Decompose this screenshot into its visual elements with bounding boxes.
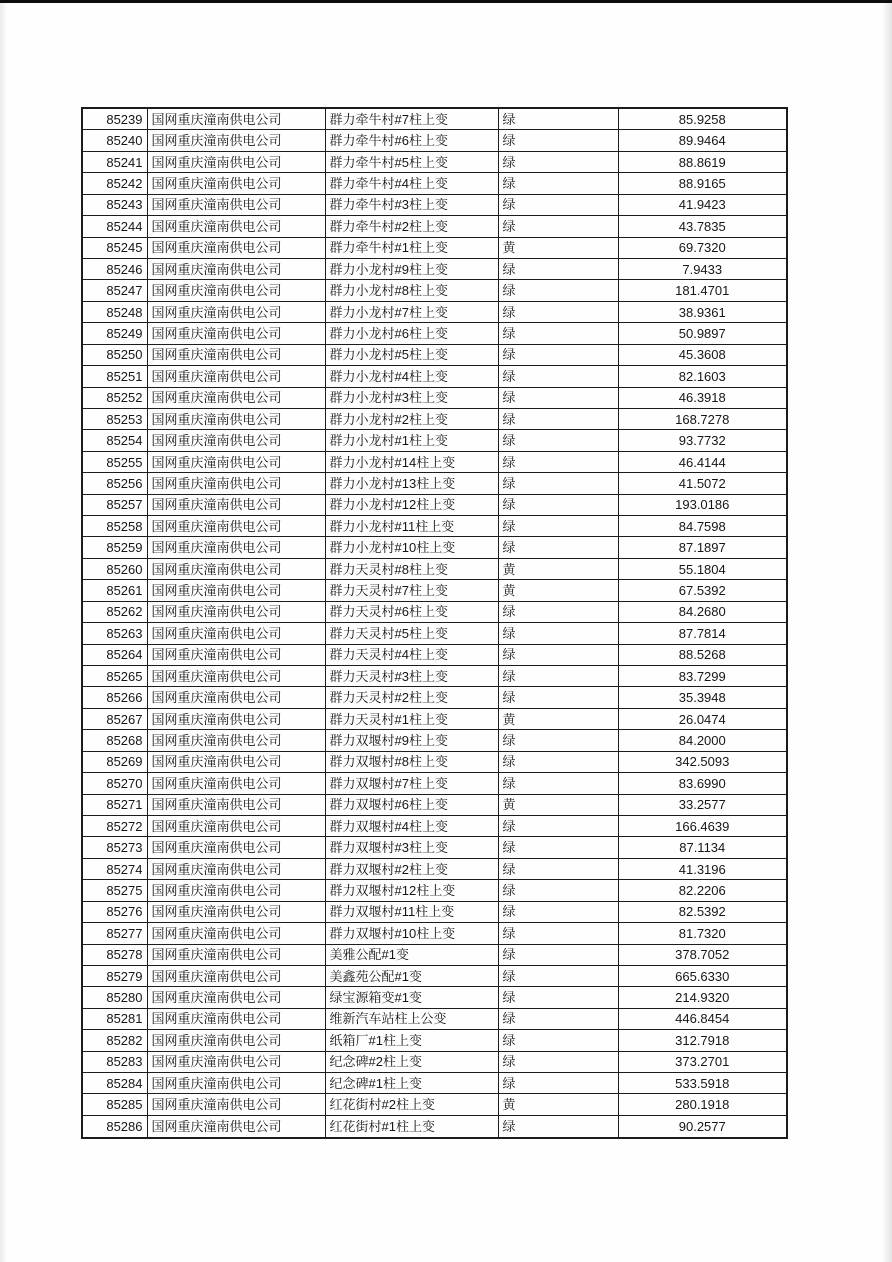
cell-company: 国网重庆潼南供电公司 <box>147 323 325 344</box>
cell-status: 绿 <box>498 751 618 772</box>
cell-record-id: 85265 <box>82 666 147 687</box>
table-row <box>82 451 787 472</box>
cell-company: 国网重庆潼南供电公司 <box>147 344 325 365</box>
cell-company: 国网重庆潼南供电公司 <box>147 751 325 772</box>
cell-company: 国网重庆潼南供电公司 <box>147 130 325 151</box>
data-table <box>81 107 788 1139</box>
cell-value: 45.3608 <box>618 344 787 365</box>
table-row <box>82 130 787 151</box>
cell-record-id: 85273 <box>82 837 147 858</box>
cell-value: 181.4701 <box>618 280 787 301</box>
cell-station-name: 绿宝源箱变#1变 <box>325 987 498 1008</box>
cell-company: 国网重庆潼南供电公司 <box>147 1030 325 1051</box>
table-row <box>82 280 787 301</box>
cell-record-id: 85278 <box>82 944 147 965</box>
cell-status: 绿 <box>498 815 618 836</box>
cell-company: 国网重庆潼南供电公司 <box>147 1115 325 1138</box>
cell-company: 国网重庆潼南供电公司 <box>147 794 325 815</box>
cell-station-name: 群力双堰村#7柱上变 <box>325 773 498 794</box>
cell-value: 82.1603 <box>618 366 787 387</box>
cell-record-id: 85262 <box>82 601 147 622</box>
cell-status: 绿 <box>498 173 618 194</box>
cell-company: 国网重庆潼南供电公司 <box>147 1008 325 1029</box>
cell-value: 533.5918 <box>618 1073 787 1094</box>
cell-station-name: 群力牵牛村#1柱上变 <box>325 237 498 258</box>
cell-value: 378.7052 <box>618 944 787 965</box>
cell-value: 312.7918 <box>618 1030 787 1051</box>
cell-status: 绿 <box>498 344 618 365</box>
cell-value: 46.4144 <box>618 451 787 472</box>
cell-value: 280.1918 <box>618 1094 787 1115</box>
table-row <box>82 1073 787 1094</box>
page-top-edge <box>0 0 892 3</box>
cell-record-id: 85286 <box>82 1115 147 1138</box>
cell-value: 84.2680 <box>618 601 787 622</box>
table-row <box>82 580 787 601</box>
cell-station-name: 群力小龙村#3柱上变 <box>325 387 498 408</box>
cell-status: 绿 <box>498 259 618 280</box>
table-row <box>82 537 787 558</box>
cell-status: 绿 <box>498 1073 618 1094</box>
cell-record-id: 85276 <box>82 901 147 922</box>
cell-record-id: 85253 <box>82 408 147 429</box>
cell-record-id: 85241 <box>82 151 147 172</box>
cell-record-id: 85242 <box>82 173 147 194</box>
cell-station-name: 群力牵牛村#6柱上变 <box>325 130 498 151</box>
cell-record-id: 85256 <box>82 473 147 494</box>
cell-value: 84.7598 <box>618 516 787 537</box>
cell-value: 342.5093 <box>618 751 787 772</box>
cell-company: 国网重庆潼南供电公司 <box>147 837 325 858</box>
cell-company: 国网重庆潼南供电公司 <box>147 301 325 322</box>
cell-company: 国网重庆潼南供电公司 <box>147 259 325 280</box>
cell-company: 国网重庆潼南供电公司 <box>147 708 325 729</box>
cell-company: 国网重庆潼南供电公司 <box>147 516 325 537</box>
cell-value: 41.9423 <box>618 194 787 215</box>
cell-company: 国网重庆潼南供电公司 <box>147 237 325 258</box>
table-row <box>82 923 787 944</box>
cell-company: 国网重庆潼南供电公司 <box>147 666 325 687</box>
table-row <box>82 987 787 1008</box>
cell-value: 67.5392 <box>618 580 787 601</box>
cell-company: 国网重庆潼南供电公司 <box>147 858 325 879</box>
table-row <box>82 408 787 429</box>
cell-value: 41.5072 <box>618 473 787 494</box>
cell-status: 黄 <box>498 708 618 729</box>
cell-record-id: 85244 <box>82 216 147 237</box>
cell-value: 88.8619 <box>618 151 787 172</box>
table-row <box>82 773 787 794</box>
cell-station-name: 群力小龙村#2柱上变 <box>325 408 498 429</box>
cell-station-name: 群力小龙村#14柱上变 <box>325 451 498 472</box>
cell-station-name: 群力牵牛村#7柱上变 <box>325 108 498 130</box>
cell-record-id: 85275 <box>82 880 147 901</box>
cell-company: 国网重庆潼南供电公司 <box>147 366 325 387</box>
cell-status: 绿 <box>498 923 618 944</box>
cell-status: 绿 <box>498 901 618 922</box>
cell-company: 国网重庆潼南供电公司 <box>147 644 325 665</box>
cell-station-name: 群力小龙村#7柱上变 <box>325 301 498 322</box>
cell-status: 黄 <box>498 794 618 815</box>
cell-value: 41.3196 <box>618 858 787 879</box>
cell-station-name: 纸箱厂#1柱上变 <box>325 1030 498 1051</box>
table-row <box>82 259 787 280</box>
table-row <box>82 1030 787 1051</box>
cell-record-id: 85274 <box>82 858 147 879</box>
cell-value: 166.4639 <box>618 815 787 836</box>
cell-station-name: 红花街村#2柱上变 <box>325 1094 498 1115</box>
cell-station-name: 群力天灵村#7柱上变 <box>325 580 498 601</box>
table-row <box>82 323 787 344</box>
cell-value: 87.1134 <box>618 837 787 858</box>
cell-company: 国网重庆潼南供电公司 <box>147 473 325 494</box>
cell-status: 绿 <box>498 987 618 1008</box>
page-left-edge <box>0 3 7 1262</box>
cell-status: 绿 <box>498 323 618 344</box>
cell-status: 绿 <box>498 601 618 622</box>
cell-station-name: 群力小龙村#5柱上变 <box>325 344 498 365</box>
cell-station-name: 群力小龙村#9柱上变 <box>325 259 498 280</box>
cell-record-id: 85259 <box>82 537 147 558</box>
cell-record-id: 85254 <box>82 430 147 451</box>
cell-station-name: 群力小龙村#8柱上变 <box>325 280 498 301</box>
cell-station-name: 群力双堰村#11柱上变 <box>325 901 498 922</box>
cell-station-name: 群力小龙村#6柱上变 <box>325 323 498 344</box>
cell-station-name: 群力天灵村#1柱上变 <box>325 708 498 729</box>
cell-company: 国网重庆潼南供电公司 <box>147 880 325 901</box>
cell-station-name: 群力小龙村#1柱上变 <box>325 430 498 451</box>
cell-company: 国网重庆潼南供电公司 <box>147 601 325 622</box>
cell-company: 国网重庆潼南供电公司 <box>147 730 325 751</box>
cell-record-id: 85258 <box>82 516 147 537</box>
cell-status: 绿 <box>498 408 618 429</box>
cell-company: 国网重庆潼南供电公司 <box>147 1073 325 1094</box>
cell-status: 绿 <box>498 194 618 215</box>
cell-company: 国网重庆潼南供电公司 <box>147 923 325 944</box>
cell-record-id: 85263 <box>82 623 147 644</box>
table-row <box>82 601 787 622</box>
cell-value: 82.2206 <box>618 880 787 901</box>
table-row <box>82 666 787 687</box>
table-row <box>82 1115 787 1138</box>
table-row <box>82 837 787 858</box>
cell-value: 55.1804 <box>618 558 787 579</box>
cell-company: 国网重庆潼南供电公司 <box>147 1094 325 1115</box>
cell-station-name: 群力牵牛村#4柱上变 <box>325 173 498 194</box>
table-row <box>82 194 787 215</box>
table-row <box>82 516 787 537</box>
cell-record-id: 85255 <box>82 451 147 472</box>
cell-record-id: 85257 <box>82 494 147 515</box>
cell-station-name: 红花街村#1柱上变 <box>325 1115 498 1138</box>
cell-record-id: 85249 <box>82 323 147 344</box>
cell-record-id: 85239 <box>82 108 147 130</box>
table-row <box>82 623 787 644</box>
table-row <box>82 216 787 237</box>
cell-station-name: 群力牵牛村#5柱上变 <box>325 151 498 172</box>
cell-company: 国网重庆潼南供电公司 <box>147 280 325 301</box>
cell-station-name: 维新汽车站柱上公变 <box>325 1008 498 1029</box>
cell-record-id: 85284 <box>82 1073 147 1094</box>
table-row <box>82 687 787 708</box>
cell-record-id: 85245 <box>82 237 147 258</box>
table-row <box>82 901 787 922</box>
cell-value: 193.0186 <box>618 494 787 515</box>
cell-station-name: 纪念碑#1柱上变 <box>325 1073 498 1094</box>
cell-station-name: 群力天灵村#8柱上变 <box>325 558 498 579</box>
cell-station-name: 群力牵牛村#3柱上变 <box>325 194 498 215</box>
cell-value: 87.1897 <box>618 537 787 558</box>
cell-record-id: 85268 <box>82 730 147 751</box>
cell-record-id: 85247 <box>82 280 147 301</box>
cell-company: 国网重庆潼南供电公司 <box>147 580 325 601</box>
table-row <box>82 494 787 515</box>
table-row <box>82 708 787 729</box>
page-right-edge <box>882 3 892 1262</box>
cell-company: 国网重庆潼南供电公司 <box>147 108 325 130</box>
cell-record-id: 85269 <box>82 751 147 772</box>
cell-record-id: 85267 <box>82 708 147 729</box>
cell-record-id: 85272 <box>82 815 147 836</box>
cell-station-name: 群力双堰村#12柱上变 <box>325 880 498 901</box>
cell-status: 绿 <box>498 1115 618 1138</box>
cell-value: 84.2000 <box>618 730 787 751</box>
cell-value: 93.7732 <box>618 430 787 451</box>
cell-status: 绿 <box>498 944 618 965</box>
cell-value: 87.7814 <box>618 623 787 644</box>
cell-station-name: 美雅公配#1变 <box>325 944 498 965</box>
cell-company: 国网重庆潼南供电公司 <box>147 537 325 558</box>
table-row <box>82 965 787 986</box>
table-row <box>82 1008 787 1029</box>
cell-value: 35.3948 <box>618 687 787 708</box>
cell-record-id: 85283 <box>82 1051 147 1072</box>
cell-status: 绿 <box>498 216 618 237</box>
cell-status: 绿 <box>498 301 618 322</box>
cell-status: 绿 <box>498 430 618 451</box>
cell-value: 83.7299 <box>618 666 787 687</box>
cell-station-name: 群力双堰村#3柱上变 <box>325 837 498 858</box>
cell-value: 7.9433 <box>618 259 787 280</box>
cell-company: 国网重庆潼南供电公司 <box>147 494 325 515</box>
table-row <box>82 301 787 322</box>
cell-record-id: 85279 <box>82 965 147 986</box>
cell-status: 绿 <box>498 537 618 558</box>
table-row <box>82 237 787 258</box>
cell-value: 38.9361 <box>618 301 787 322</box>
cell-status: 绿 <box>498 965 618 986</box>
cell-record-id: 85251 <box>82 366 147 387</box>
cell-value: 83.6990 <box>618 773 787 794</box>
cell-value: 43.7835 <box>618 216 787 237</box>
cell-value: 81.7320 <box>618 923 787 944</box>
cell-company: 国网重庆潼南供电公司 <box>147 901 325 922</box>
table-row <box>82 1094 787 1115</box>
cell-status: 绿 <box>498 280 618 301</box>
cell-record-id: 85282 <box>82 1030 147 1051</box>
cell-status: 绿 <box>498 623 618 644</box>
cell-station-name: 群力双堰村#4柱上变 <box>325 815 498 836</box>
cell-status: 绿 <box>498 473 618 494</box>
cell-company: 国网重庆潼南供电公司 <box>147 1051 325 1072</box>
cell-status: 绿 <box>498 387 618 408</box>
cell-record-id: 85248 <box>82 301 147 322</box>
cell-company: 国网重庆潼南供电公司 <box>147 815 325 836</box>
cell-status: 绿 <box>498 644 618 665</box>
cell-company: 国网重庆潼南供电公司 <box>147 623 325 644</box>
cell-value: 26.0474 <box>618 708 787 729</box>
cell-company: 国网重庆潼南供电公司 <box>147 387 325 408</box>
table-row <box>82 644 787 665</box>
cell-company: 国网重庆潼南供电公司 <box>147 965 325 986</box>
table-row <box>82 815 787 836</box>
cell-value: 373.2701 <box>618 1051 787 1072</box>
cell-record-id: 85252 <box>82 387 147 408</box>
table-row <box>82 794 787 815</box>
cell-status: 绿 <box>498 837 618 858</box>
cell-status: 绿 <box>498 880 618 901</box>
cell-company: 国网重庆潼南供电公司 <box>147 430 325 451</box>
cell-record-id: 85246 <box>82 259 147 280</box>
cell-value: 88.5268 <box>618 644 787 665</box>
cell-company: 国网重庆潼南供电公司 <box>147 216 325 237</box>
table-row <box>82 1051 787 1072</box>
table-row <box>82 344 787 365</box>
cell-value: 50.9897 <box>618 323 787 344</box>
cell-value: 665.6330 <box>618 965 787 986</box>
table-row <box>82 366 787 387</box>
cell-record-id: 85266 <box>82 687 147 708</box>
cell-value: 90.2577 <box>618 1115 787 1138</box>
cell-status: 绿 <box>498 151 618 172</box>
cell-status: 绿 <box>498 130 618 151</box>
table-row <box>82 880 787 901</box>
cell-record-id: 85281 <box>82 1008 147 1029</box>
cell-record-id: 85240 <box>82 130 147 151</box>
table-row <box>82 173 787 194</box>
cell-record-id: 85243 <box>82 194 147 215</box>
cell-status: 绿 <box>498 366 618 387</box>
table-row <box>82 430 787 451</box>
cell-station-name: 群力天灵村#3柱上变 <box>325 666 498 687</box>
cell-company: 国网重庆潼南供电公司 <box>147 194 325 215</box>
cell-company: 国网重庆潼南供电公司 <box>147 451 325 472</box>
cell-status: 黄 <box>498 1094 618 1115</box>
cell-station-name: 群力小龙村#4柱上变 <box>325 366 498 387</box>
cell-record-id: 85277 <box>82 923 147 944</box>
cell-value: 82.5392 <box>618 901 787 922</box>
cell-record-id: 85250 <box>82 344 147 365</box>
cell-station-name: 美鑫苑公配#1变 <box>325 965 498 986</box>
cell-station-name: 群力小龙村#13柱上变 <box>325 473 498 494</box>
cell-status: 绿 <box>498 494 618 515</box>
table-row <box>82 751 787 772</box>
cell-record-id: 85260 <box>82 558 147 579</box>
cell-station-name: 群力小龙村#10柱上变 <box>325 537 498 558</box>
cell-status: 绿 <box>498 1030 618 1051</box>
cell-company: 国网重庆潼南供电公司 <box>147 987 325 1008</box>
table-row <box>82 151 787 172</box>
cell-station-name: 纪念碑#2柱上变 <box>325 1051 498 1072</box>
table-row <box>82 558 787 579</box>
cell-station-name: 群力双堰村#2柱上变 <box>325 858 498 879</box>
cell-station-name: 群力双堰村#6柱上变 <box>325 794 498 815</box>
cell-station-name: 群力双堰村#8柱上变 <box>325 751 498 772</box>
table-row <box>82 944 787 965</box>
cell-company: 国网重庆潼南供电公司 <box>147 173 325 194</box>
cell-value: 214.9320 <box>618 987 787 1008</box>
cell-company: 国网重庆潼南供电公司 <box>147 151 325 172</box>
cell-value: 168.7278 <box>618 408 787 429</box>
cell-status: 黄 <box>498 558 618 579</box>
cell-status: 绿 <box>498 666 618 687</box>
cell-status: 绿 <box>498 1051 618 1072</box>
cell-record-id: 85264 <box>82 644 147 665</box>
cell-station-name: 群力小龙村#12柱上变 <box>325 494 498 515</box>
table-row <box>82 387 787 408</box>
cell-status: 绿 <box>498 858 618 879</box>
cell-station-name: 群力牵牛村#2柱上变 <box>325 216 498 237</box>
cell-company: 国网重庆潼南供电公司 <box>147 558 325 579</box>
table-row <box>82 730 787 751</box>
cell-company: 国网重庆潼南供电公司 <box>147 687 325 708</box>
cell-value: 88.9165 <box>618 173 787 194</box>
cell-status: 绿 <box>498 730 618 751</box>
cell-value: 33.2577 <box>618 794 787 815</box>
cell-value: 46.3918 <box>618 387 787 408</box>
cell-status: 绿 <box>498 108 618 130</box>
cell-value: 89.9464 <box>618 130 787 151</box>
cell-status: 黄 <box>498 580 618 601</box>
cell-record-id: 85261 <box>82 580 147 601</box>
cell-record-id: 85270 <box>82 773 147 794</box>
cell-company: 国网重庆潼南供电公司 <box>147 408 325 429</box>
cell-record-id: 85271 <box>82 794 147 815</box>
cell-station-name: 群力天灵村#2柱上变 <box>325 687 498 708</box>
cell-station-name: 群力双堰村#10柱上变 <box>325 923 498 944</box>
cell-status: 黄 <box>498 237 618 258</box>
cell-company: 国网重庆潼南供电公司 <box>147 773 325 794</box>
table-row <box>82 108 787 130</box>
cell-station-name: 群力小龙村#11柱上变 <box>325 516 498 537</box>
cell-value: 446.8454 <box>618 1008 787 1029</box>
table-row <box>82 473 787 494</box>
cell-station-name: 群力天灵村#6柱上变 <box>325 601 498 622</box>
cell-status: 绿 <box>498 516 618 537</box>
cell-station-name: 群力双堰村#9柱上变 <box>325 730 498 751</box>
cell-record-id: 85280 <box>82 987 147 1008</box>
cell-record-id: 85285 <box>82 1094 147 1115</box>
cell-value: 85.9258 <box>618 108 787 130</box>
cell-status: 绿 <box>498 687 618 708</box>
cell-station-name: 群力天灵村#5柱上变 <box>325 623 498 644</box>
cell-status: 绿 <box>498 451 618 472</box>
table-row <box>82 858 787 879</box>
cell-value: 69.7320 <box>618 237 787 258</box>
cell-status: 绿 <box>498 773 618 794</box>
cell-company: 国网重庆潼南供电公司 <box>147 944 325 965</box>
cell-status: 绿 <box>498 1008 618 1029</box>
table-body <box>82 108 787 1138</box>
cell-station-name: 群力天灵村#4柱上变 <box>325 644 498 665</box>
